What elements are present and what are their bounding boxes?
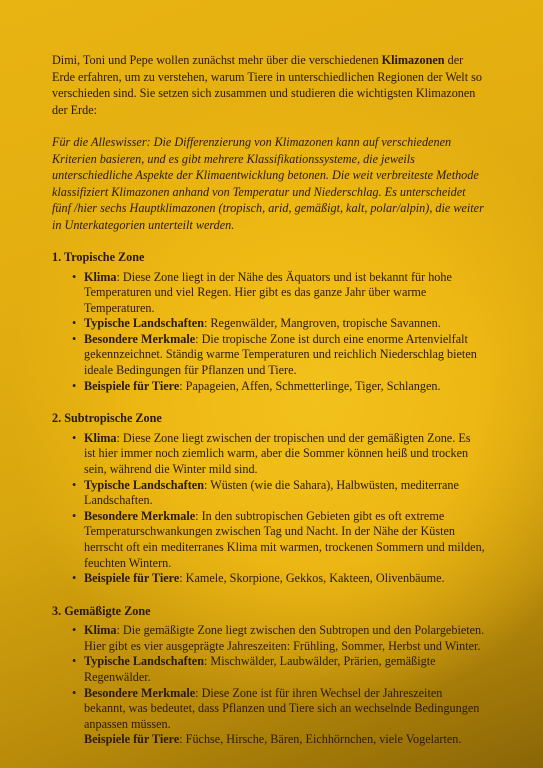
- climate-zones: [52, 249, 485, 748]
- item-label: Klima: [84, 623, 117, 638]
- item-text: : Kamele, Skorpione, Gekkos, Kakteen, Olivenbäume.: [179, 571, 445, 586]
- list-item: [52, 478, 485, 509]
- list-item: [52, 623, 485, 654]
- item-text: : Diese Zone ist für ihren Wechsel der Jahreszeiten bekannt, was bedeutet, dass Pflanzen und Tiere sich an wechselnde Bedingungen anpassen müssen.: [84, 685, 480, 731]
- section-title: 2. Subtropische Zone: [52, 411, 162, 426]
- bullet-icon: •: [72, 331, 77, 346]
- item-label: Beispiele für Tiere: [84, 732, 180, 747]
- expert-note: Für die Alleswisser: Die Differenzierung von Klimazonen kann auf verschiedenen Kriterien basieren, und es gibt mehrere Klassifikationssysteme, die jeweils unterschiedliche Aspekte der Klimaentwicklung betonen. Die weit verbreiteste Methode klassifiziert Klimazonen anhand von Temperatur und Niederschlag. Es unterscheidet fünf /hier sechs Hauptklimazonen (tropisch, arid, gemäßigt, kalt, polar/alpin), die weiter in Unterkategorien unterteilt werden.: [52, 135, 484, 232]
- item-text: : Diese Zone liegt in der Nähe des Äquators und ist bekannt für hohe Temperaturen und viel Regen. Hier gibt es das ganze Jahr über warme Temperaturen.: [84, 269, 452, 315]
- item-text: : Papageien, Affen, Schmetterlinge, Tiger, Schlangen.: [179, 378, 441, 393]
- item-text: : Die gemäßigte Zone liegt zwischen den Subtropen und den Polargebieten. Hier gibt es vier ausgeprägte Jahreszeiten: Frühling, Sommer, Herbst und Winter.: [84, 623, 485, 653]
- item-label: Typische Landschaften: [84, 477, 204, 492]
- bullet-icon: •: [72, 477, 77, 492]
- item-label: Klima: [84, 430, 117, 445]
- item-label: Klima: [84, 269, 117, 284]
- list-item: [52, 379, 485, 395]
- section-title: 3. Gemäßigte Zone: [52, 603, 151, 618]
- bullet-icon: •: [72, 654, 77, 669]
- intro-paragraph: [52, 52, 485, 118]
- intro-keyword: Klimazonen: [381, 53, 445, 67]
- list-item: [52, 571, 485, 587]
- bullet-icon: •: [72, 623, 77, 638]
- list-item: [52, 431, 485, 478]
- section-title: 1. Tropische Zone: [52, 250, 145, 264]
- section-list: [52, 623, 485, 748]
- bullet-icon: •: [72, 378, 77, 393]
- item-label: Beispiele für Tiere: [84, 378, 180, 393]
- item-label: Besondere Merkmale: [84, 331, 196, 346]
- bullet-icon: •: [72, 430, 77, 445]
- item-text: : Diese Zone liegt zwischen der tropischen und der gemäßigten Zone. Es ist hier immer noch ziemlich warm, aber die Sommer können heiß und trocken sein, während die Winter mild sind.: [84, 430, 471, 476]
- section-list: [52, 270, 485, 395]
- list-item: [52, 686, 485, 733]
- item-text: : In den subtropischen Gebieten gibt es oft extreme Temperaturschwankungen zwischen Tag und Nacht. In der Nähe der Küsten herrscht oft ein mediterranes Klima mit warmen, trockenen Sommern und milden, feuchten Wintern.: [84, 508, 485, 570]
- item-label: Besondere Merkmale: [84, 685, 196, 700]
- intro-text-end: der Erde erfahren, um zu verstehen, warum Tiere in unterschiedlichen Regionen der Welt so verschieden sind. Sie setzen sich zusammen und studieren die wichtigsten Klimazonen der Erde:: [52, 53, 482, 117]
- item-text: : Regenwälder, Mangroven, tropische Savannen.: [203, 316, 441, 331]
- bullet-icon: •: [72, 571, 77, 586]
- list-item: [52, 316, 485, 332]
- intro-text: Dimi, Toni und Pepe wollen zunächst mehr über die verschiedenen: [52, 53, 382, 67]
- list-item: [52, 332, 485, 379]
- list-item: [52, 509, 485, 571]
- item-label: Typische Landschaften: [84, 316, 204, 331]
- item-text: : Mischwälder, Laubwälder, Prärien, gemäßigte Regenwälder.: [84, 654, 436, 684]
- list-item: [52, 654, 485, 685]
- bullet-icon: •: [72, 685, 77, 700]
- item-text: : Wüsten (wie die Sahara), Halbwüsten, mediterrane Landschaften.: [84, 477, 459, 508]
- list-item: [52, 270, 485, 317]
- item-label: Beispiele für Tiere: [84, 571, 180, 586]
- item-text: : Füchse, Hirsche, Bären, Eichhörnchen, viele Vogelarten.: [179, 732, 462, 747]
- bullet-icon: •: [72, 316, 77, 331]
- section-list: [52, 431, 485, 587]
- item-label: Besondere Merkmale: [84, 508, 196, 523]
- list-item: [52, 732, 485, 748]
- item-label: Typische Landschaften: [84, 654, 204, 669]
- bullet-icon: •: [72, 269, 77, 284]
- item-text: : Die tropische Zone ist durch eine enorme Artenvielfalt gekennzeichnet. Ständig warme Temperaturen und reichlich Niederschlag bieten ideale Bedingungen für Pflanzen und Tiere.: [84, 331, 477, 378]
- bullet-icon: •: [72, 508, 77, 523]
